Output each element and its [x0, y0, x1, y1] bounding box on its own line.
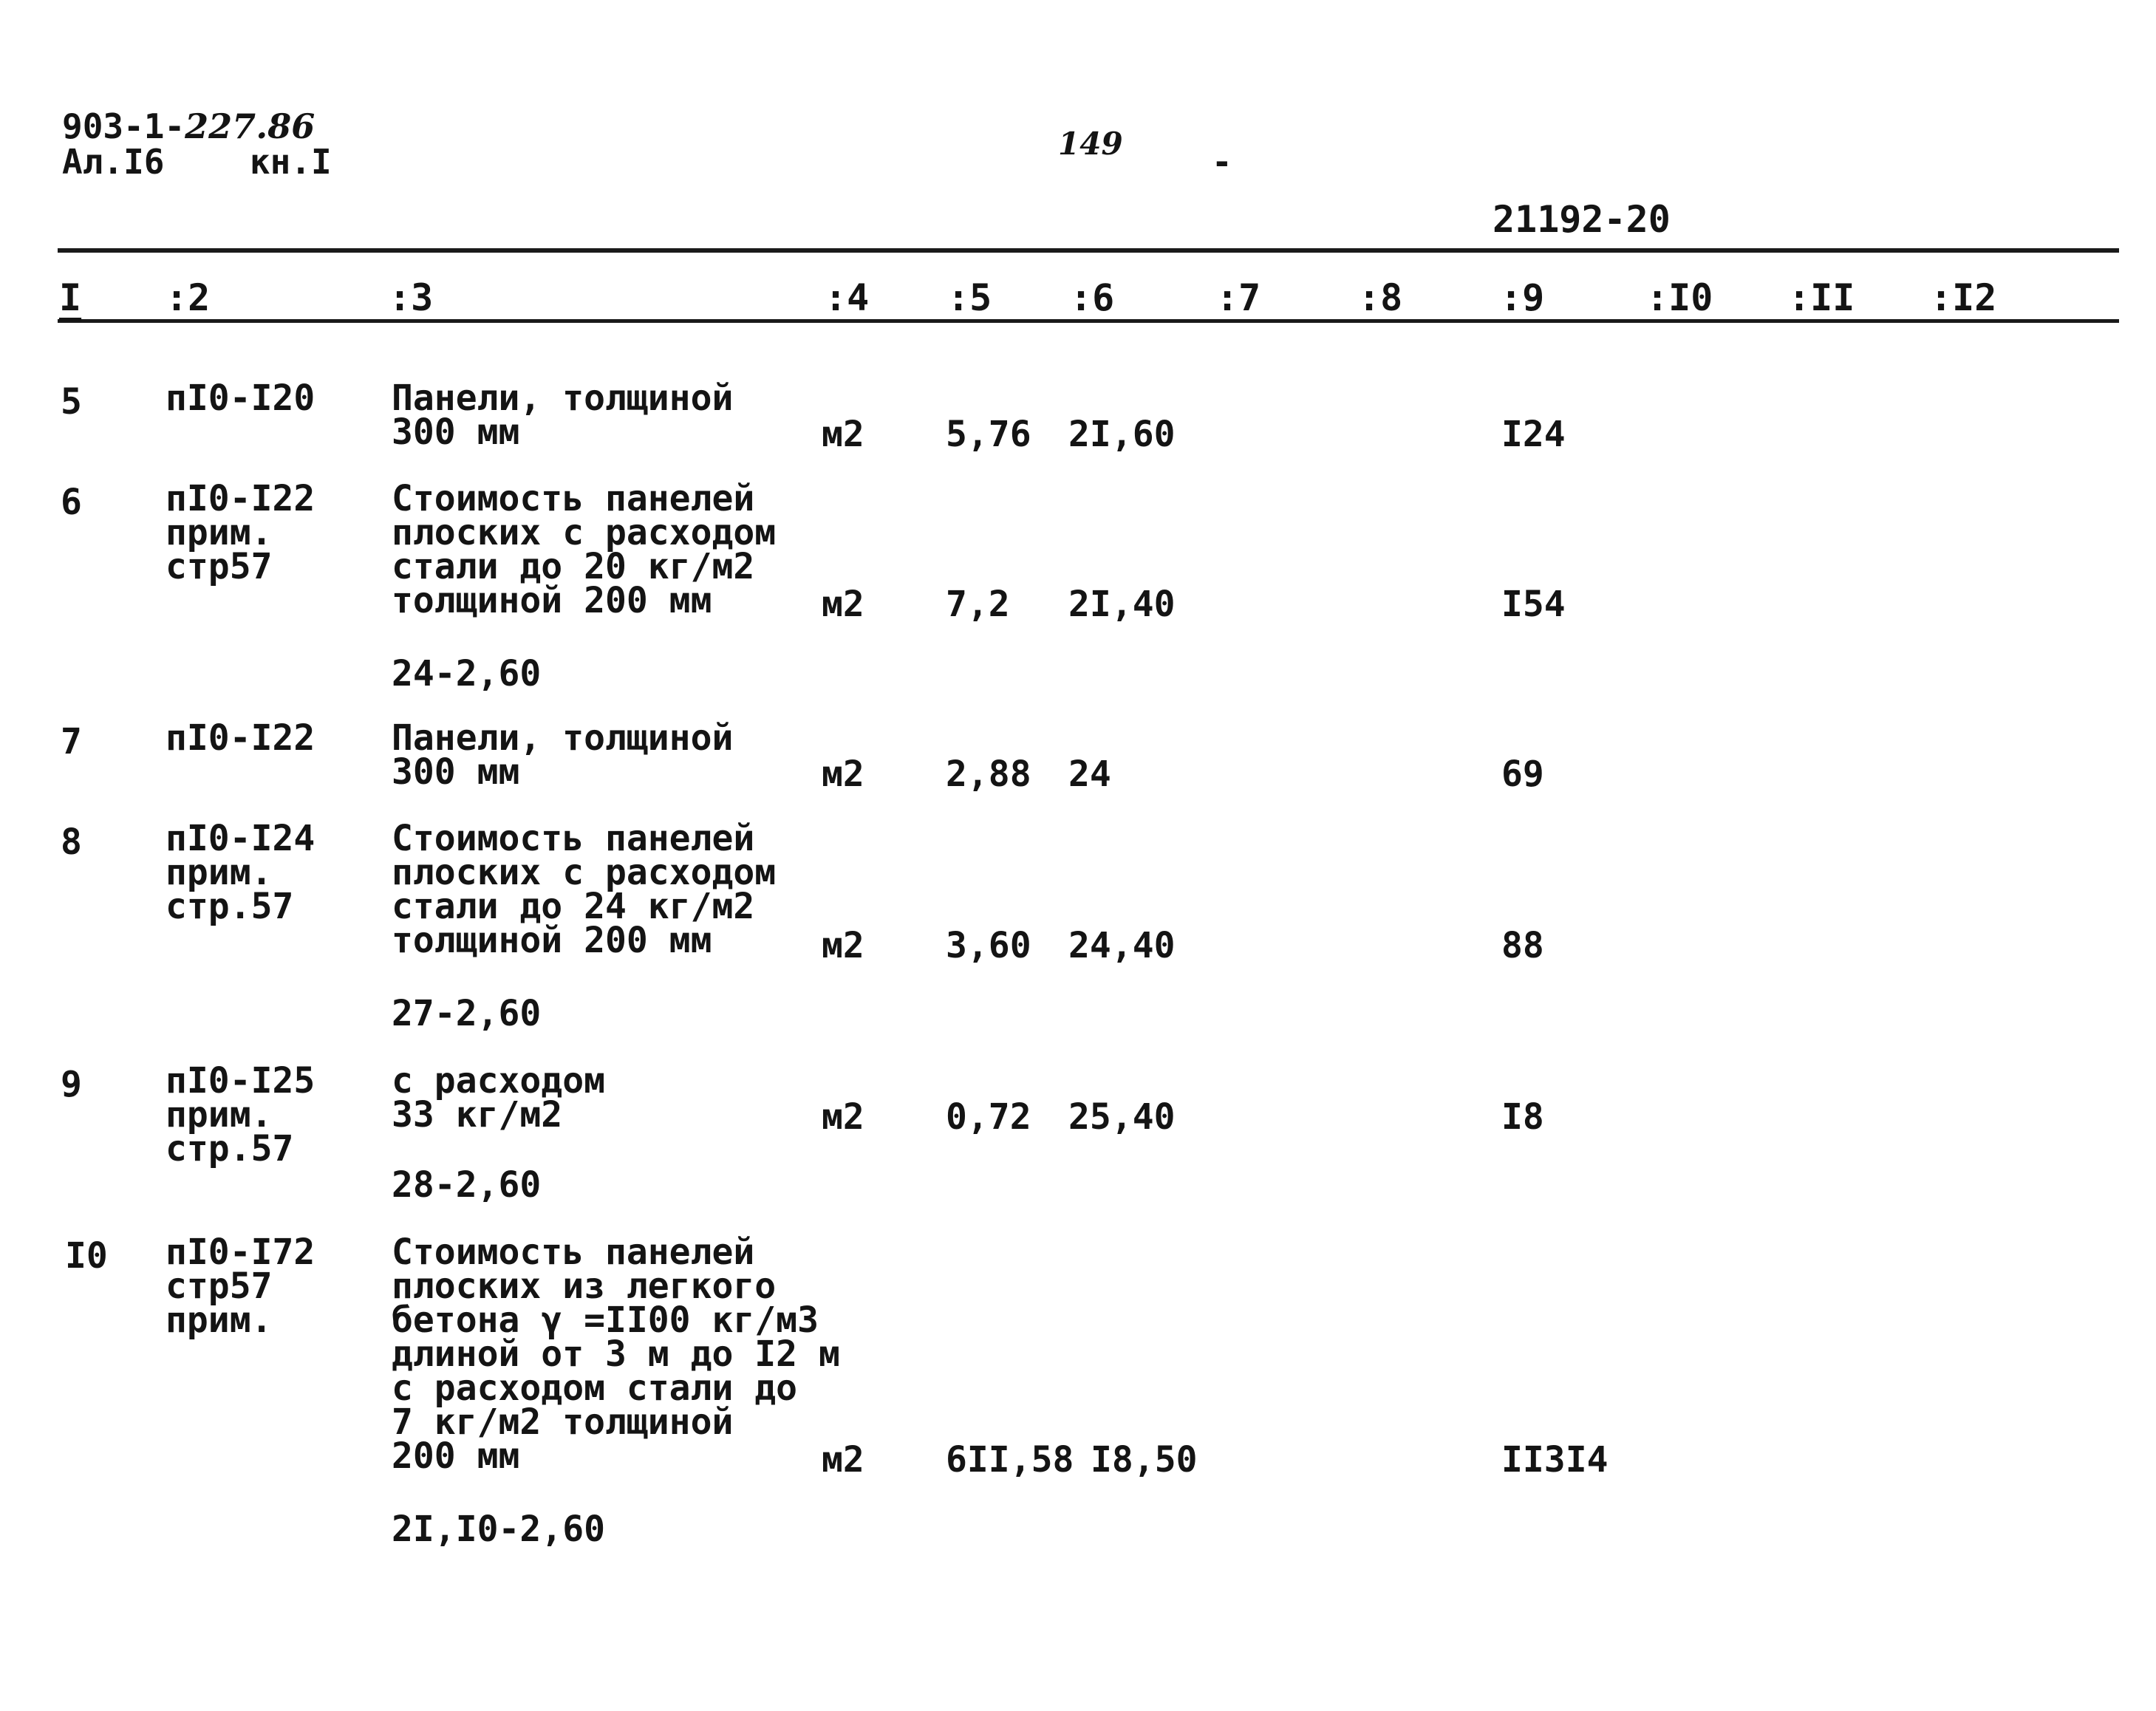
row-number: 6: [61, 482, 82, 523]
row-unit: м2: [822, 1096, 864, 1138]
row-quantity: 3,60: [946, 925, 1031, 966]
row-quantity: 5,76: [946, 414, 1031, 455]
page-number: 149: [1058, 126, 1123, 162]
document-code: 21192-20: [1493, 198, 1671, 241]
col-header-9: :9: [1500, 276, 1545, 319]
doc-code: 903-1-: [62, 106, 185, 146]
row-unit: м2: [822, 1439, 864, 1481]
col-header-10: :I0: [1646, 276, 1713, 319]
row-description: Стоимость панелей плоских из легкого бетона γ =II00 кг/м3 длиной от 3 м до I2 м с расходом стали до 7 кг/м2 толщиной 200 мм: [392, 1232, 840, 1477]
row-total: I24: [1501, 414, 1566, 455]
row-unit-price: 24: [1068, 754, 1111, 795]
col-header-6: :6: [1070, 276, 1115, 319]
sheet-book-line: [62, 142, 332, 182]
col-header-12: :I2: [1930, 276, 1997, 319]
col-header-7: :7: [1216, 276, 1261, 319]
row-number: 9: [61, 1064, 82, 1105]
row-description: с расходом 33 кг/м2: [392, 1060, 605, 1135]
row-quantity: 6II,58: [946, 1439, 1074, 1481]
row-unit-price: 2I,40: [1068, 584, 1176, 625]
row-number: 7: [61, 721, 82, 762]
row-total: I54: [1501, 584, 1566, 625]
row-unit: м2: [822, 925, 864, 966]
col-header-8: :8: [1358, 276, 1403, 319]
row-code: пI0-I72 стр57 прим.: [166, 1232, 315, 1341]
header-dash: -: [1212, 142, 1232, 182]
row-description: Стоимость панелей плоских с расходом стали до 20 кг/м2 толщиной 200 мм: [392, 478, 777, 621]
row-code: пI0-I25 прим. стр.57: [166, 1060, 315, 1169]
sheet-number: Ал.I6: [62, 142, 165, 182]
col-header-4: :4: [825, 276, 870, 319]
row-total: II3I4: [1501, 1439, 1609, 1481]
row-total: 69: [1501, 754, 1544, 795]
row-total: 88: [1501, 925, 1544, 966]
row-number: 8: [61, 822, 82, 863]
col-header-2: :2: [166, 276, 211, 319]
row-unit-price: 25,40: [1068, 1096, 1176, 1138]
row-note: 27-2,60: [392, 993, 542, 1034]
row-total: I8: [1501, 1096, 1544, 1138]
col-header-3: :3: [389, 276, 434, 319]
doc-code-line: [62, 106, 315, 146]
row-number: I0: [65, 1235, 108, 1277]
book-number: кн.I: [249, 142, 332, 182]
row-quantity: 0,72: [946, 1096, 1031, 1138]
row-unit: м2: [822, 584, 864, 625]
row-code: пI0-I22 прим. стр57: [166, 478, 315, 587]
row-code: пI0-I24 прим. стр.57: [166, 818, 315, 927]
row-code: пI0-I22: [166, 717, 315, 759]
row-code: пI0-I20: [166, 378, 315, 419]
row-unit-price: 24,40: [1068, 925, 1176, 966]
row-note: 24-2,60: [392, 653, 542, 694]
header-rule-bottom: [58, 319, 2119, 323]
row-unit: м2: [822, 754, 864, 795]
row-note: 28-2,60: [392, 1164, 542, 1206]
row-description: Панели, толщиной 300 мм: [392, 717, 734, 793]
col-header-1: I: [59, 276, 82, 319]
col-header-5: :5: [947, 276, 992, 319]
row-quantity: 7,2: [946, 584, 1010, 625]
doc-code-handwritten: 227.86: [185, 106, 315, 146]
row-note: 2I,I0-2,60: [392, 1509, 605, 1550]
row-description: Стоимость панелей плоских с расходом стали до 24 кг/м2 толщиной 200 мм: [392, 818, 777, 961]
row-unit: м2: [822, 414, 864, 455]
row-unit-price: 2I,60: [1068, 414, 1176, 455]
row-number: 5: [61, 381, 82, 423]
row-unit-price: I8,50: [1091, 1439, 1198, 1481]
header-rule-top: [58, 248, 2119, 253]
row-description: Панели, толщиной 300 мм: [392, 378, 734, 453]
row-quantity: 2,88: [946, 754, 1031, 795]
col-header-11: :II: [1788, 276, 1855, 319]
